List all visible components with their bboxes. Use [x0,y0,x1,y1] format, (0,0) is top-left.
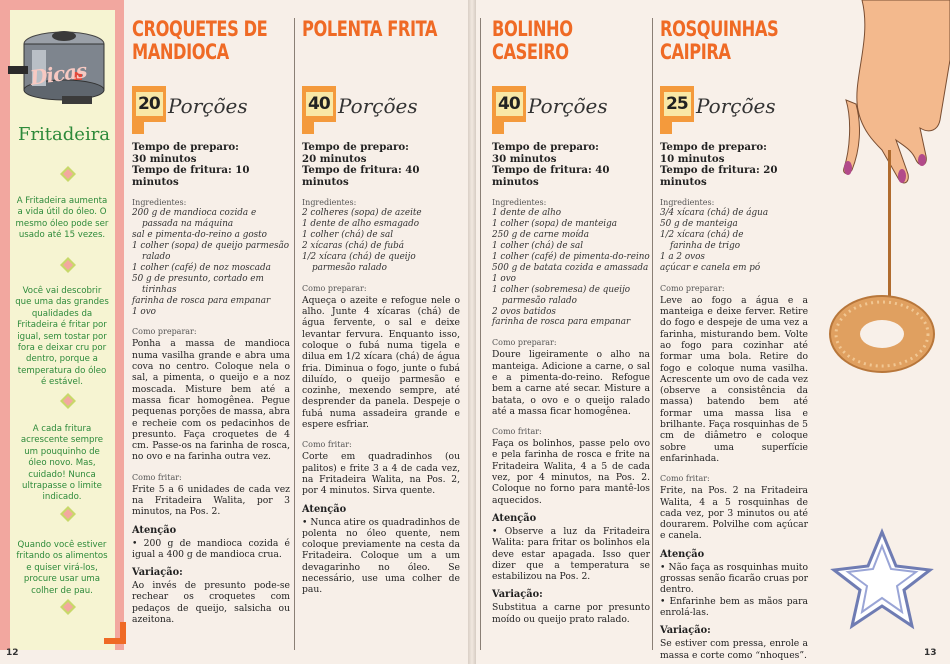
preparar-label: Como preparar: [302,283,367,293]
ingredient-item: passada na máquina [142,219,234,230]
tempo-block [132,142,290,188]
recipe-title: ROSQUINHAS CAIPIRA [660,17,779,64]
atencao-text: • Nunca atire os quadradinhos de polenta no óleo quente, nem coloque previamente na cesta da Fritadeira. Coloque um a um devagarinho no óleo. Se necessário, use uma colher de pau. [302,516,460,596]
ingredient-item: 1 ovo [492,273,516,284]
corner-bracket-icon [104,622,126,644]
preparar-text: Leve ao fogo a água e a manteiga e deixe ferver. Retire do fogo e despeje de uma vez a farinha, misturando bem. Volte ao fogo para cozinhar até formar uma bola. Retire do fogo e coloque numa vasilha. Acrescente um ovo de cada vez (observe a consistência da massa) batendo bem até formar uma massa lisa e brilhante. Faça rosquinhas de 5 cm de diâmetro e coloque sobre uma superfície enfarinhada. [660,294,808,464]
tempo-fritura: Tempo de fritura: 40 minutos [492,164,610,188]
porcoes-label: Porções [696,94,776,118]
preparar-text: Aqueça o azeite e refogue nele o alho. Junte 4 xícaras (chá) de água fervente, o sal e deixe levantar fervura. Enquanto isso, coloque o fubá numa tigela e dilua em 1/2 xícara (chá) de água fria. Diminua o fogo, junte o fubá diluído, o queijo parmesão e cozinhe, mexendo sempre, até desprender da panela. Despeje o fubá numa assadeira grande e espere esfriar. [302,294,460,431]
ingredient-item: 1 dente de alho [492,208,562,219]
porcoes-number: 40 [498,94,520,114]
ingredientes-label: Ingredientes: [660,198,715,208]
ingredientes-label: Ingredientes: [132,198,187,208]
ingredientes-label: Ingredientes: [302,198,357,208]
porcoes-badge [302,86,460,130]
porcoes-number: 20 [138,94,160,114]
atencao-heading: Atenção [492,512,537,524]
ingredient-item: 1 ovo [132,306,156,317]
tempo-block [660,142,818,188]
atencao-heading: Atenção [132,524,177,536]
tempo-preparo-label: Tempo de preparo: [132,141,239,153]
column-divider [652,18,653,650]
tempo-preparo-label: Tempo de preparo: [492,141,599,153]
atencao-text: • Observe a luz da Fritadeira Walita: para fritar os bolinhos ela deve estar apagada. Isso quer dizer que a temperatura se estabilizou na Pos. 2. [492,525,650,583]
ingredient-item: 1 colher (sopa) de queijo parmesão [132,241,290,252]
porcoes-label: Porções [528,94,608,118]
fritar-label: Como fritar: [132,472,182,482]
ingredient-list [132,208,290,317]
ingredient-item: 250 g de carne moída [492,230,590,241]
variacao-text: Substitua a carne por presunto moído ou queijo prato ralado. [492,602,650,625]
tempo-fritura: Tempo de fritura: 10 minutos [132,164,250,188]
tempo-preparo-value: 30 minutos [132,152,197,165]
tempo-preparo-label: Tempo de preparo: [302,141,409,153]
ingredient-item: 50 g de manteiga [660,219,738,230]
ingredient-item: 2 ovos batidos [492,306,556,317]
atencao-text: • Não faça as rosquinhas muito grossas senão ficarão cruas por dentro. • Enfarinhe bem as mãos para enrolá-las. [660,561,808,618]
ingredient-item: 1 dente de alho esmagado [302,219,419,230]
ingredient-item: sal e pimenta-do-reino a gosto [132,230,267,241]
atencao-heading: Atenção [660,548,705,560]
ingredient-item: 1/2 xícara (chá) de [660,230,744,241]
page-number-left: 12 [6,648,19,658]
ingredient-item: 1 colher (chá) de sal [492,241,584,252]
tip-1: A Fritadeira aumenta a vida útil do óleo. O mesmo óleo pode ser usado até 15 vezes. [15,196,109,241]
porcoes-badge [132,86,290,130]
preparar-text: Ponha a massa de mandioca numa vasilha grande e abra uma cova no centro. Coloque nela o sal, a pimenta, o queijo e a noz moscada. Misture bem até a massa ficar homogênea. Pegue pequenas porções de massa, abra e recheie com os pedacinhos de presunto. Faça croquetes de 4 cm. Passe-os na farinha de rosca, no ovo e na farinha outra vez. [132,338,290,463]
diamond-bullet-icon [60,506,76,522]
dicas-logo: Dicas [28,58,88,90]
tempo-preparo-value: 20 minutos [302,152,367,165]
ingredient-item: 2 colheres (sopa) de azeite [302,208,422,219]
tip-4: Quando você estiver fritando os alimentos e quiser virá-los, procure usar uma colher de pau. [16,540,108,596]
preparar-label: Como preparar: [132,327,197,337]
ingredient-item: farinha de rosca para empanar [492,317,631,328]
fritar-label: Como fritar: [302,440,352,450]
ingredient-item: 1 a 2 ovos [660,252,705,262]
recipe-title: BOLINHO CASEIRO [492,17,573,64]
ingredientes-label: Ingredientes: [492,198,547,208]
atencao-text: • 200 g de mandioca cozida é igual a 400 g de mandioca crua. [132,537,290,560]
ingredient-item: farinha de trigo [670,241,741,252]
ingredient-item: 50 g de presunto, cortado em [132,273,264,284]
fritar-text: Corte em quadradinhos (ou palitos) e frite 3 a 4 de cada vez, na Fritadeira Walita, na Pos. 2, por 4 minutos. Sirva quente. [302,451,460,497]
fritar-text: Frite 5 a 6 unidades de cada vez na Fritadeira Walita, por 3 minutos, na Pos. 2. [132,483,290,518]
diamond-bullet-icon [60,393,76,409]
fritar-label: Como fritar: [492,427,542,437]
porcoes-number: 25 [666,94,688,114]
ingredient-item: tirinhas [142,284,177,295]
ingredient-item: 1/2 xícara (chá) de queijo [302,252,416,262]
ingredient-item: 200 g de mandioca cozida e [132,208,257,219]
recipe-polenta [302,18,460,596]
ingredient-item: 2 xícaras (chá) de fubá [302,241,405,252]
variacao-text: Se estiver com pressa, enrole a massa e corte como “nhoques”. [660,638,808,661]
porcoes-label: Porções [168,94,248,118]
tempo-preparo-value: 30 minutos [492,152,557,165]
page-gutter [468,0,476,664]
tempo-fritura: Tempo de fritura: 20 minutos [660,164,778,188]
ingredient-item: 500 g de batata cozida e amassada [492,262,649,273]
diamond-bullet-icon [60,599,76,615]
preparar-text: Doure ligeiramente o alho na manteiga. Adicione a carne, o sal e a pimenta-do-reino. Refogue bem a carne até secar. Misture a batata, o ovo e o queijo ralado até a massa ficar homogênea. [492,349,650,417]
ingredient-item: 1 colher (chá) de sal [302,230,394,241]
ingredient-item: 1 colher (café) de pimenta-do-reino [492,252,650,262]
hand-fork-illustration [812,0,950,664]
variacao-heading: Variação: [132,567,183,579]
sidebar-title: Fritadeira [17,124,111,145]
ingredient-item: farinha de rosca para empanar [132,295,271,306]
column-divider [480,18,481,650]
ingredient-item: parmesão ralado [502,295,577,306]
variacao-text: Ao invés de presunto pode-se rechear os croquetes com pedaços de queijo, salsicha ou azeitona. [132,580,290,626]
ingredient-list [302,208,460,273]
recipe-title: CROQUETES DE MANDIOCA [132,17,268,64]
ingredient-list [660,208,818,273]
recipe-croquetes [132,18,290,625]
variacao-heading: Variação: [660,625,711,637]
ingredient-item: açúcar e canela em pó [660,262,761,273]
diamond-bullet-icon [60,257,76,273]
preparar-label: Como preparar: [660,283,725,293]
ingredient-item: 1 colher (café) de noz moscada [132,262,271,273]
diamond-bullet-icon [60,166,76,182]
tempo-preparo-value: 10 minutos [660,152,725,165]
tempo-block [492,142,650,188]
sidebar-top-bar [0,0,124,10]
ingredient-item: 1 colher (sobremesa) de queijo [492,284,631,295]
porcoes-label: Porções [338,94,418,118]
ingredient-item: 3/4 xícara (chá) de água [660,208,769,219]
tips-sidebar [0,0,124,664]
tip-3: A cada fritura acrescente sempre um pouquinho de óleo novo. Mas, cuidado! Nunca ultrapasse o limite indicado. [20,424,104,503]
tempo-preparo-label: Tempo de preparo: [660,141,767,153]
ingredient-list [492,208,650,328]
tip-2: Você vai descobrir que uma das grandes qualidades da Fritadeira é fritar por igual, sem tostar por fora e deixar cru por dentro, porque a temperatura do óleo é estável. [15,286,109,388]
variacao-heading: Variação: [492,589,543,601]
porcoes-badge [660,86,818,130]
column-divider [294,18,295,650]
tempo-block [302,142,460,188]
atencao-heading: Atenção [302,503,347,515]
preparar-label: Como preparar: [492,338,557,348]
tempo-fritura: Tempo de fritura: 40 minutos [302,164,420,188]
recipe-bolinho [492,18,650,625]
ingredient-item: ralado [142,252,171,262]
porcoes-number: 40 [308,94,330,114]
page-number-right: 13 [924,648,937,658]
recipe-rosquinhas [660,18,818,661]
sidebar-strip-right [115,10,124,650]
porcoes-badge [492,86,650,130]
fritar-text: Faça os bolinhos, passe pelo ovo e pela farinha de rosca e frite na Fritadeira Walita, 4 a 5 de cada vez, por 4 minutos, na Pos. 2. Coloque no forno para mantê-los aquecidos. [492,438,650,506]
recipe-title: POLENTA FRITA [302,17,438,41]
ingredient-item: parmesão ralado [312,262,387,273]
fritar-text: Frite, na Pos. 2 na Fritadeira Walita, 4 a 5 rosquinhas de cada vez, por 3 minutos ou até dourarem. Polvilhe com açúcar e canela. [660,485,808,542]
fritar-label: Como fritar: [660,474,710,484]
ingredient-item: 1 colher (sopa) de manteiga [492,219,617,230]
